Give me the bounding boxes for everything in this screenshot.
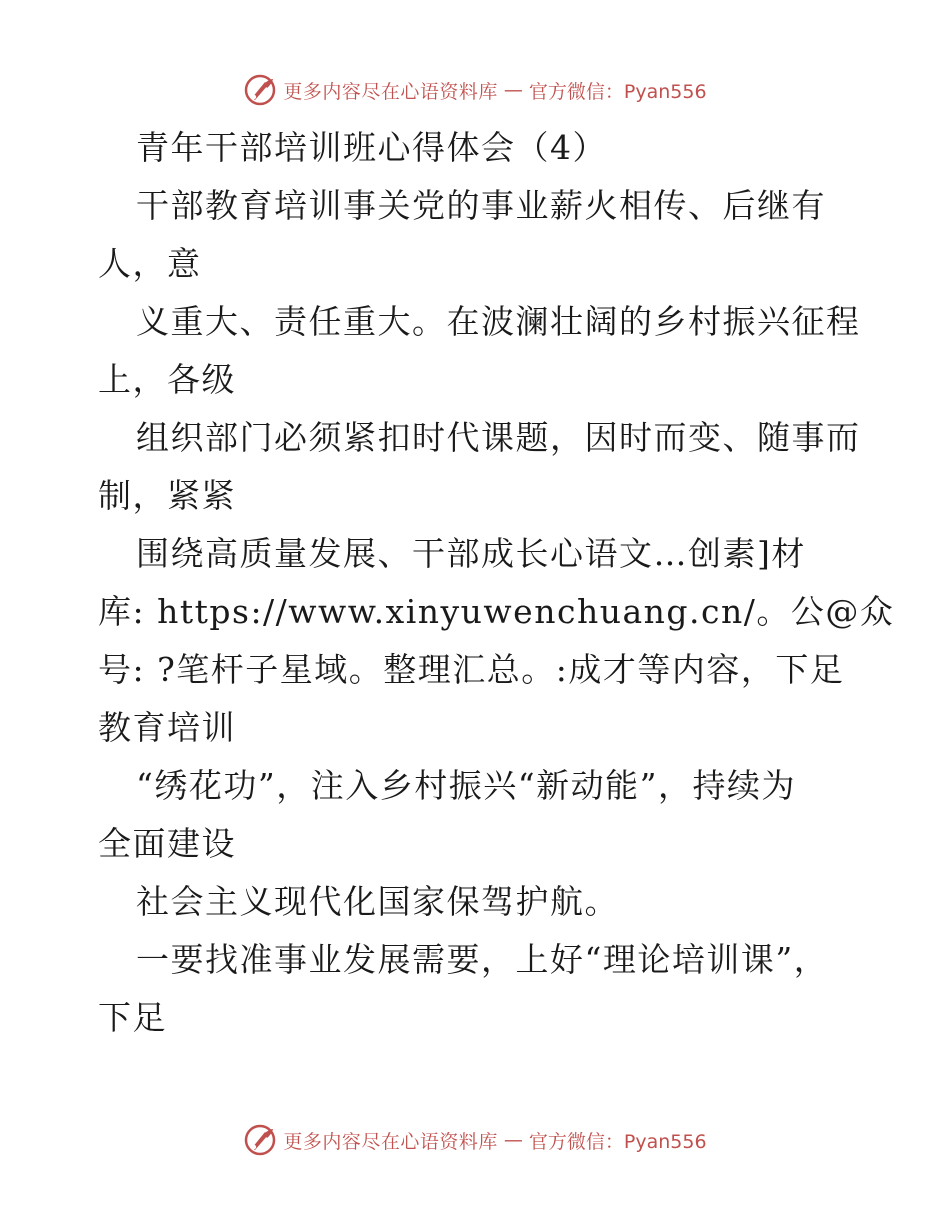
paragraph-line: 全面建设 — [98, 824, 236, 863]
paragraph-line: “绣花功”，注入乡村振兴“新动能”，持续为 — [136, 766, 796, 805]
paragraph-line: 义重大、责任重大。在波澜壮阔的乡村振兴征程 — [136, 302, 861, 341]
paragraph-line: 教育培训 — [98, 708, 236, 747]
document-title: 青年干部培训班心得体会（4） — [136, 128, 607, 167]
paragraph-line: 一要找准事业发展需要，上好“理论培训课”， — [136, 940, 829, 979]
footer-banner-inner — [243, 1123, 706, 1157]
paragraph-line: 库: https://www.xinyuwenchuang.cn/。公@众 — [98, 592, 895, 631]
paragraph-line: 人，意 — [98, 244, 202, 283]
header-banner — [0, 70, 950, 110]
banner-dash: — — [503, 79, 523, 101]
quill-logo-icon — [243, 73, 277, 107]
quill-logo-icon — [243, 1123, 277, 1157]
paragraph-line: 制，紧紧 — [98, 476, 236, 515]
paragraph-line: 围绕高质量发展、干部成长心语文…创素]材 — [136, 534, 806, 573]
paragraph-line: 号: ?笔杆子星域。整理汇总。:成才等内容，下足 — [98, 650, 845, 689]
footer-banner — [0, 1120, 950, 1160]
banner-main-text: 更多内容尽在心语资料库 — [283, 80, 498, 103]
paragraph-line: 社会主义现代化国家保驾护航。 — [136, 882, 619, 921]
paragraph-line: 下足 — [98, 998, 167, 1037]
banner-dash: — — [503, 1129, 523, 1151]
banner-wechat-text: 官方微信：Pyan556 — [528, 80, 707, 103]
paragraph-line: 上，各级 — [98, 360, 236, 399]
banner-wechat-text: 官方微信：Pyan556 — [528, 1130, 707, 1153]
banner-main-text: 更多内容尽在心语资料库 — [283, 1130, 498, 1153]
header-banner-inner — [243, 73, 706, 107]
paragraph-line: 组织部门必须紧扣时代课题，因时而变、随事而 — [136, 418, 861, 457]
paragraph-line: 干部教育培训事关党的事业薪火相传、后继有 — [136, 186, 826, 225]
